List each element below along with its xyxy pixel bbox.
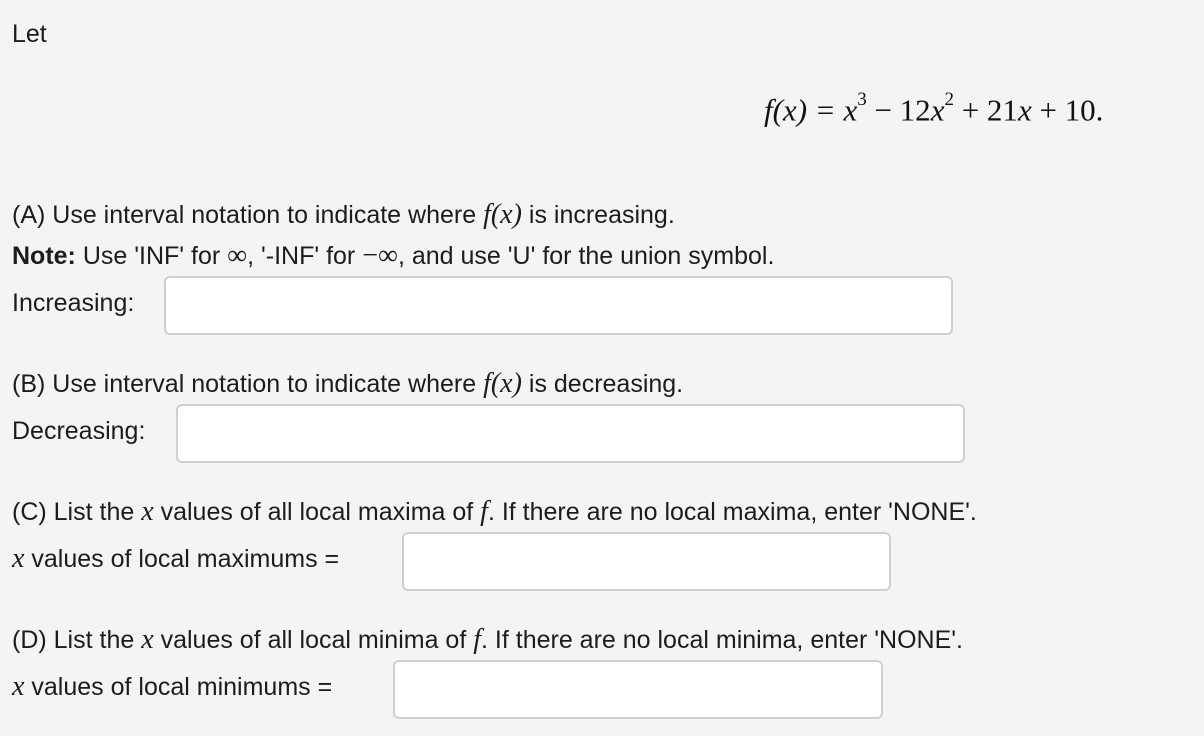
local-min-input[interactable]: [393, 660, 883, 719]
note-text-3: , and use 'U' for the union symbol.: [397, 242, 775, 270]
formula-term-3-coef: + 21: [953, 92, 1018, 128]
formula-term-1-exp: 3: [857, 89, 867, 110]
formula-term-2-var: x: [930, 92, 945, 128]
local-max-label: [12, 544, 339, 574]
local-max-label-text: values of local maximums =: [24, 545, 340, 573]
part-c-x: x: [141, 496, 154, 527]
part-a-suffix: is increasing.: [521, 201, 675, 229]
part-b-suffix: is decreasing.: [521, 370, 684, 398]
part-c-prefix: (C) List the: [12, 498, 142, 526]
part-a-note: [12, 241, 774, 271]
local-max-input[interactable]: [402, 532, 891, 591]
formula-term-4: + 10.: [1031, 92, 1104, 128]
part-a-prefix: (A) Use interval notation to indicate where: [12, 201, 484, 229]
increasing-label: Increasing:: [12, 289, 135, 317]
local-max-label-x: x: [12, 543, 25, 574]
note-label: Note:: [12, 242, 76, 270]
formula-lhs: f(x) =: [764, 92, 836, 128]
decreasing-label: Decreasing:: [12, 417, 146, 445]
note-text-2: , '-INF' for: [247, 242, 363, 270]
part-a-question: [12, 200, 675, 230]
local-min-label: [12, 672, 332, 702]
function-formula: [764, 86, 1103, 128]
local-min-label-text: values of local minimums =: [24, 673, 333, 701]
note-text-1: Use 'INF' for: [75, 242, 228, 270]
local-min-label-x: x: [12, 671, 25, 702]
part-c-question: [12, 497, 977, 527]
negative-infinity-symbol: −∞: [362, 240, 398, 271]
part-c-suffix: . If there are no local maxima, enter 'NONE'.: [487, 498, 977, 526]
decreasing-input[interactable]: [176, 404, 965, 463]
part-b-prefix: (B) Use interval notation to indicate where: [12, 370, 484, 398]
formula-term-2-coef: − 12: [866, 92, 931, 128]
part-b-fx: f(x): [483, 368, 522, 399]
part-d-prefix: (D) List the: [12, 626, 142, 654]
part-b-question: [12, 369, 683, 399]
infinity-symbol: ∞: [227, 240, 248, 271]
part-d-suffix: . If there are no local minima, enter 'NONE'.: [481, 626, 963, 654]
part-d-f: f: [473, 624, 482, 655]
intro-text: Let: [12, 20, 47, 48]
part-d-mid: values of all local minima of: [153, 626, 474, 654]
part-c-f: f: [480, 496, 488, 527]
formula-term-2-exp: 2: [944, 89, 954, 110]
part-a-fx: f(x): [483, 199, 522, 230]
formula-term-3-var: x: [1017, 92, 1032, 128]
part-c-mid: values of all local maxima of: [153, 498, 481, 526]
increasing-input[interactable]: [164, 276, 953, 335]
part-d-x: x: [141, 624, 154, 655]
formula-term-1-base: x: [843, 92, 858, 128]
part-d-question: [12, 625, 963, 655]
